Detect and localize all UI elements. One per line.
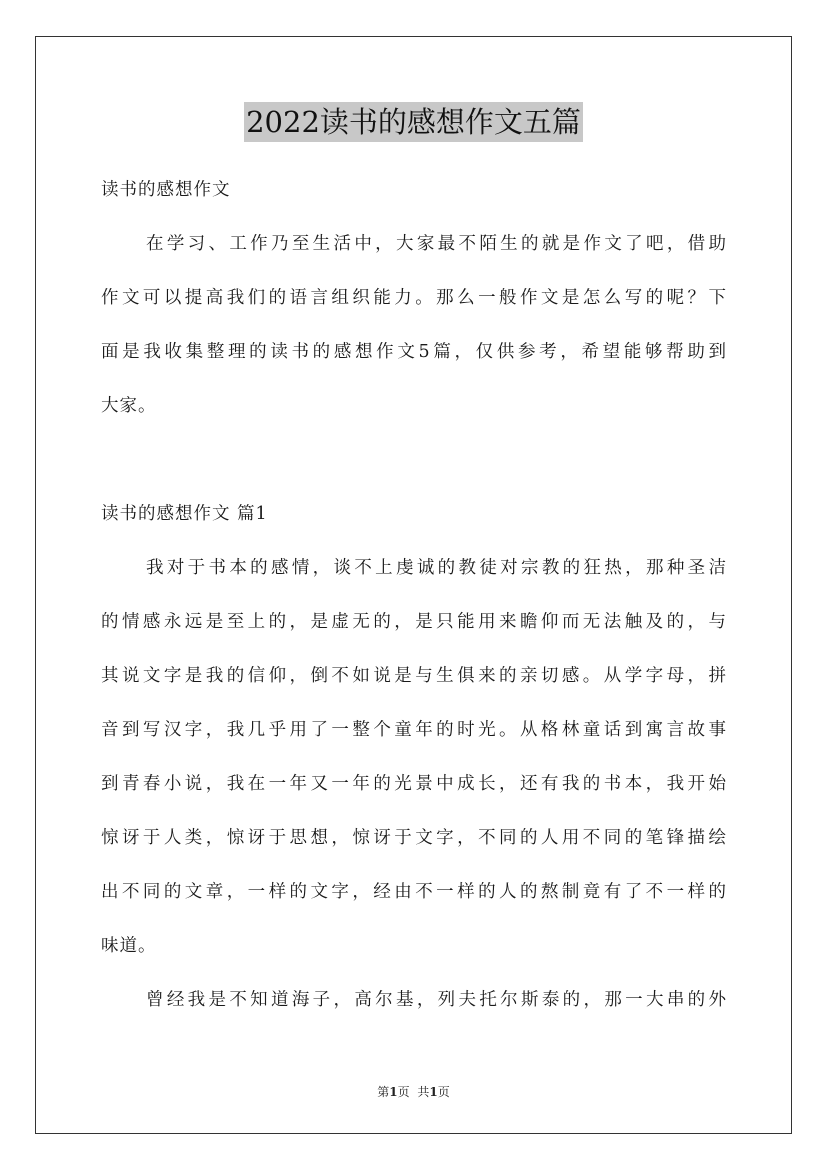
footer-total-number: 1	[429, 1085, 438, 1099]
article-line-8: 味道。	[101, 936, 157, 956]
title-container	[0, 102, 827, 142]
article-para2-line-1: 曾经我是不知道海子，高尔基，列夫托尔斯泰的，那一大串的外	[146, 990, 727, 1010]
blank-line	[101, 433, 727, 487]
article-line-2: 的情感永远是至上的，是虚无的，是只能用来瞻仰而无法触及的，与	[101, 612, 727, 632]
footer-page-prefix: 第	[377, 1085, 390, 1099]
document-title: 2022读书的感想作文五篇	[244, 102, 583, 142]
article-line-3: 其说文字是我的信仰，倒不如说是与生俱来的亲切感。从学字母，拼	[101, 666, 727, 686]
footer-total-prefix: 共	[417, 1085, 430, 1099]
intro-line-3: 面是我收集整理的读书的感想作文5篇，仅供参考，希望能够帮助到	[101, 342, 727, 362]
article-heading: 读书的感想作文 篇1	[101, 504, 268, 524]
footer-total-suffix: 页	[437, 1085, 450, 1099]
article-line-1: 我对于书本的感情，谈不上虔诚的教徒对宗教的狂热，那种圣洁	[146, 558, 727, 578]
article-line-4: 音到写汉字，我几乎用了一整个童年的时光。从格林童话到寓言故事	[101, 720, 727, 740]
section-heading: 读书的感想作文	[101, 180, 231, 200]
article-line-7: 出不同的文章，一样的文字，经由不一样的人的熬制竟有了不一样的	[101, 882, 727, 902]
footer-page-suffix: 页	[397, 1085, 410, 1099]
intro-line-1: 在学习、工作乃至生活中，大家最不陌生的就是作文了吧，借助	[146, 234, 727, 254]
article-line-6: 惊讶于人类，惊讶于思想，惊讶于文字，不同的人用不同的笔锋描绘	[101, 828, 727, 848]
document-body	[101, 163, 727, 1027]
page-footer	[0, 1084, 827, 1100]
footer-page-number: 1	[389, 1085, 398, 1099]
intro-line-4: 大家。	[101, 396, 157, 416]
article-line-5: 到青春小说，我在一年又一年的光景中成长，还有我的书本，我开始	[101, 774, 727, 794]
intro-line-2: 作文可以提高我们的语言组织能力。那么一般作文是怎么写的呢？下	[101, 288, 727, 308]
